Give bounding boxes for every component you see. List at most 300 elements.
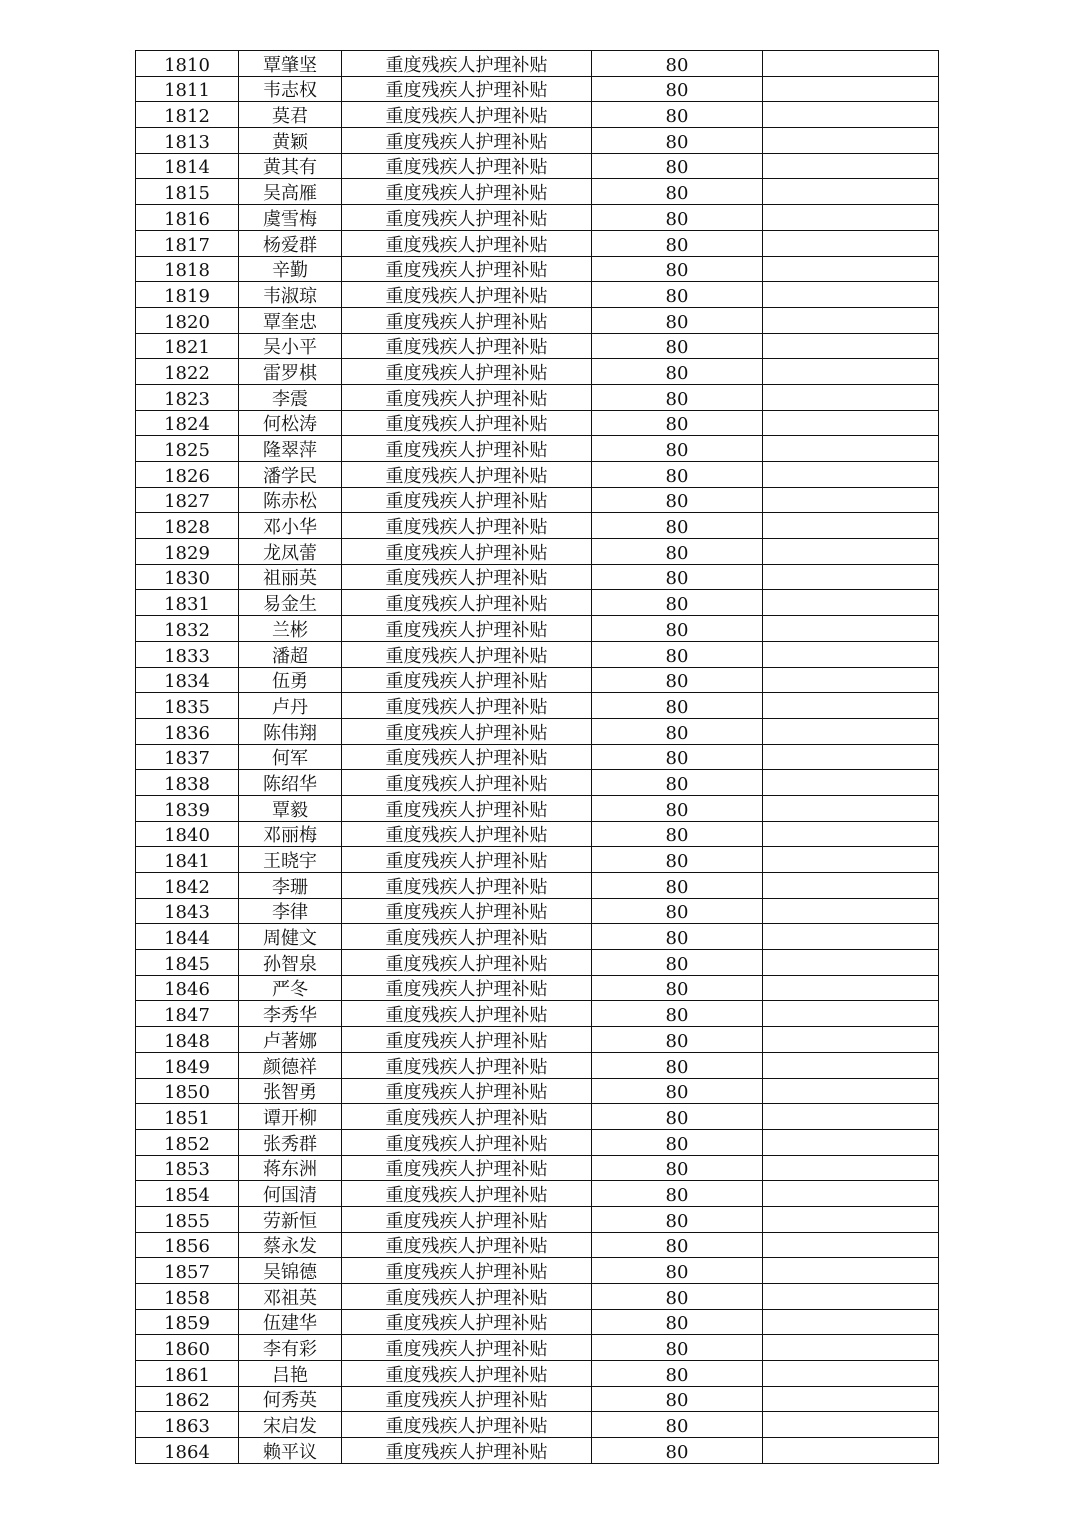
row-number-cell: 1846 [136,975,239,1001]
note-cell [763,51,939,77]
note-cell [763,898,939,924]
subsidy-item-cell: 重度残疾人护理补贴 [342,513,592,539]
table-row [136,1284,939,1310]
table-row [136,307,939,333]
table-row [136,1001,939,1027]
amount-cell: 80 [592,1309,763,1335]
table-row [136,1412,939,1438]
table-row [136,539,939,565]
note-cell [763,975,939,1001]
row-number-cell: 1830 [136,564,239,590]
amount-cell: 80 [592,821,763,847]
table-row [136,1361,939,1387]
table-row [136,230,939,256]
amount-cell: 80 [592,1181,763,1207]
amount-cell: 80 [592,359,763,385]
table-row [136,590,939,616]
amount-cell: 80 [592,1052,763,1078]
note-cell [763,1001,939,1027]
note-cell [763,1438,939,1464]
amount-cell: 80 [592,1232,763,1258]
note-cell [763,1412,939,1438]
amount-cell: 80 [592,1284,763,1310]
subsidy-item-cell: 重度残疾人护理补贴 [342,359,592,385]
row-number-cell: 1861 [136,1361,239,1387]
note-cell [763,256,939,282]
table-row [136,205,939,231]
note-cell [763,667,939,693]
name-cell: 邓祖英 [239,1284,342,1310]
note-cell [763,1258,939,1284]
amount-cell: 80 [592,924,763,950]
name-cell: 雷罗棋 [239,359,342,385]
note-cell [763,1206,939,1232]
name-cell: 吕艳 [239,1361,342,1387]
subsidy-item-cell: 重度残疾人护理补贴 [342,436,592,462]
row-number-cell: 1814 [136,153,239,179]
note-cell [763,333,939,359]
note-cell [763,1129,939,1155]
row-number-cell: 1852 [136,1129,239,1155]
row-number-cell: 1851 [136,1104,239,1130]
name-cell: 何国清 [239,1181,342,1207]
amount-cell: 80 [592,616,763,642]
subsidy-item-cell: 重度残疾人护理补贴 [342,898,592,924]
subsidy-item-cell: 重度残疾人护理补贴 [342,256,592,282]
table-row [136,924,939,950]
table-row [136,795,939,821]
amount-cell: 80 [592,1206,763,1232]
subsidy-item-cell: 重度残疾人护理补贴 [342,1309,592,1335]
subsidy-item-cell: 重度残疾人护理补贴 [342,1078,592,1104]
note-cell [763,1361,939,1387]
table-row [136,513,939,539]
name-cell: 宋启发 [239,1412,342,1438]
subsidy-item-cell: 重度残疾人护理补贴 [342,693,592,719]
amount-cell: 80 [592,1104,763,1130]
row-number-cell: 1813 [136,128,239,154]
amount-cell: 80 [592,153,763,179]
table-row [136,384,939,410]
subsidy-item-cell: 重度残疾人护理补贴 [342,307,592,333]
name-cell: 李秀华 [239,1001,342,1027]
note-cell [763,821,939,847]
name-cell: 虞雪梅 [239,205,342,231]
subsidy-item-cell: 重度残疾人护理补贴 [342,590,592,616]
table-row [136,1309,939,1335]
amount-cell: 80 [592,744,763,770]
amount-cell: 80 [592,1386,763,1412]
row-number-cell: 1837 [136,744,239,770]
note-cell [763,744,939,770]
note-cell [763,950,939,976]
table-row [136,1155,939,1181]
amount-cell: 80 [592,1027,763,1053]
subsidy-item-cell: 重度残疾人护理补贴 [342,1104,592,1130]
amount-cell: 80 [592,1129,763,1155]
table-row [136,564,939,590]
table-row [136,256,939,282]
name-cell: 杨爱群 [239,230,342,256]
row-number-cell: 1820 [136,307,239,333]
row-number-cell: 1834 [136,667,239,693]
note-cell [763,770,939,796]
amount-cell: 80 [592,462,763,488]
name-cell: 卢著娜 [239,1027,342,1053]
subsidy-item-cell: 重度残疾人护理补贴 [342,975,592,1001]
table-row [136,1335,939,1361]
name-cell: 隆翠萍 [239,436,342,462]
name-cell: 陈伟翔 [239,718,342,744]
subsidy-item-cell: 重度残疾人护理补贴 [342,230,592,256]
name-cell: 覃肇坚 [239,51,342,77]
name-cell: 何秀英 [239,1386,342,1412]
table-row [136,333,939,359]
note-cell [763,153,939,179]
amount-cell: 80 [592,1258,763,1284]
name-cell: 黄颖 [239,128,342,154]
name-cell: 邓小华 [239,513,342,539]
row-number-cell: 1850 [136,1078,239,1104]
note-cell [763,1104,939,1130]
name-cell: 龙凤蕾 [239,539,342,565]
subsidy-item-cell: 重度残疾人护理补贴 [342,205,592,231]
table-row [136,153,939,179]
subsidy-item-cell: 重度残疾人护理补贴 [342,1155,592,1181]
table-row [136,1438,939,1464]
row-number-cell: 1817 [136,230,239,256]
table-row [136,1206,939,1232]
name-cell: 卢丹 [239,693,342,719]
name-cell: 兰彬 [239,616,342,642]
table-row [136,1181,939,1207]
table-row [136,179,939,205]
subsidy-item-cell: 重度残疾人护理补贴 [342,1001,592,1027]
name-cell: 严冬 [239,975,342,1001]
row-number-cell: 1822 [136,359,239,385]
note-cell [763,924,939,950]
note-cell [763,847,939,873]
amount-cell: 80 [592,590,763,616]
row-number-cell: 1824 [136,410,239,436]
name-cell: 韦志权 [239,76,342,102]
subsidy-sheet [135,50,939,1464]
amount-cell: 80 [592,513,763,539]
name-cell: 伍建华 [239,1309,342,1335]
note-cell [763,1284,939,1310]
name-cell: 覃奎忠 [239,307,342,333]
note-cell [763,1386,939,1412]
amount-cell: 80 [592,1001,763,1027]
amount-cell: 80 [592,564,763,590]
amount-cell: 80 [592,693,763,719]
note-cell [763,1027,939,1053]
table-row [136,436,939,462]
amount-cell: 80 [592,1412,763,1438]
table-row [136,487,939,513]
table-row [136,770,939,796]
row-number-cell: 1841 [136,847,239,873]
row-number-cell: 1838 [136,770,239,796]
subsidy-item-cell: 重度残疾人护理补贴 [342,128,592,154]
table-row [136,410,939,436]
table-row [136,1386,939,1412]
subsidy-item-cell: 重度残疾人护理补贴 [342,539,592,565]
row-number-cell: 1811 [136,76,239,102]
table-row [136,102,939,128]
amount-cell: 80 [592,1361,763,1387]
row-number-cell: 1854 [136,1181,239,1207]
table-row [136,744,939,770]
amount-cell: 80 [592,307,763,333]
name-cell: 蔡永发 [239,1232,342,1258]
amount-cell: 80 [592,975,763,1001]
row-number-cell: 1829 [136,539,239,565]
subsidy-item-cell: 重度残疾人护理补贴 [342,1335,592,1361]
row-number-cell: 1810 [136,51,239,77]
amount-cell: 80 [592,795,763,821]
table-row [136,1258,939,1284]
subsidy-item-cell: 重度残疾人护理补贴 [342,641,592,667]
note-cell [763,76,939,102]
name-cell: 吴锦德 [239,1258,342,1284]
note-cell [763,179,939,205]
row-number-cell: 1816 [136,205,239,231]
table-row [136,51,939,77]
row-number-cell: 1862 [136,1386,239,1412]
row-number-cell: 1863 [136,1412,239,1438]
name-cell: 韦淑琼 [239,282,342,308]
name-cell: 劳新恒 [239,1206,342,1232]
row-number-cell: 1825 [136,436,239,462]
amount-cell: 80 [592,436,763,462]
note-cell [763,539,939,565]
table-row [136,282,939,308]
row-number-cell: 1859 [136,1309,239,1335]
row-number-cell: 1842 [136,873,239,899]
subsidy-item-cell: 重度残疾人护理补贴 [342,1027,592,1053]
row-number-cell: 1857 [136,1258,239,1284]
subsidy-item-cell: 重度残疾人护理补贴 [342,1284,592,1310]
name-cell: 吴小平 [239,333,342,359]
table-row [136,128,939,154]
name-cell: 李珊 [239,873,342,899]
row-number-cell: 1856 [136,1232,239,1258]
subsidy-item-cell: 重度残疾人护理补贴 [342,487,592,513]
name-cell: 李律 [239,898,342,924]
subsidy-item-cell: 重度残疾人护理补贴 [342,153,592,179]
subsidy-item-cell: 重度残疾人护理补贴 [342,770,592,796]
row-number-cell: 1858 [136,1284,239,1310]
name-cell: 祖丽英 [239,564,342,590]
table-row [136,898,939,924]
table-row [136,76,939,102]
subsidy-item-cell: 重度残疾人护理补贴 [342,564,592,590]
note-cell [763,462,939,488]
amount-cell: 80 [592,256,763,282]
row-number-cell: 1812 [136,102,239,128]
table-row [136,616,939,642]
row-number-cell: 1832 [136,616,239,642]
name-cell: 潘学民 [239,462,342,488]
subsidy-item-cell: 重度残疾人护理补贴 [342,76,592,102]
name-cell: 何军 [239,744,342,770]
row-number-cell: 1815 [136,179,239,205]
name-cell: 颜德祥 [239,1052,342,1078]
row-number-cell: 1839 [136,795,239,821]
subsidy-item-cell: 重度残疾人护理补贴 [342,1181,592,1207]
row-number-cell: 1847 [136,1001,239,1027]
table-row [136,1052,939,1078]
subsidy-item-cell: 重度残疾人护理补贴 [342,1232,592,1258]
note-cell [763,641,939,667]
amount-cell: 80 [592,1335,763,1361]
name-cell: 谭开柳 [239,1104,342,1130]
amount-cell: 80 [592,179,763,205]
amount-cell: 80 [592,205,763,231]
note-cell [763,487,939,513]
subsidy-item-cell: 重度残疾人护理补贴 [342,821,592,847]
note-cell [763,590,939,616]
amount-cell: 80 [592,770,763,796]
amount-cell: 80 [592,718,763,744]
name-cell: 伍勇 [239,667,342,693]
amount-cell: 80 [592,1078,763,1104]
subsidy-item-cell: 重度残疾人护理补贴 [342,667,592,693]
name-cell: 易金生 [239,590,342,616]
amount-cell: 80 [592,950,763,976]
subsidy-item-cell: 重度残疾人护理补贴 [342,1412,592,1438]
note-cell [763,513,939,539]
name-cell: 黄其有 [239,153,342,179]
subsidy-item-cell: 重度残疾人护理补贴 [342,179,592,205]
subsidy-item-cell: 重度残疾人护理补贴 [342,384,592,410]
note-cell [763,1232,939,1258]
subsidy-item-cell: 重度残疾人护理补贴 [342,924,592,950]
row-number-cell: 1864 [136,1438,239,1464]
note-cell [763,1052,939,1078]
subsidy-item-cell: 重度残疾人护理补贴 [342,1052,592,1078]
table-row [136,667,939,693]
name-cell: 李有彩 [239,1335,342,1361]
table-row [136,693,939,719]
amount-cell: 80 [592,333,763,359]
amount-cell: 80 [592,641,763,667]
row-number-cell: 1853 [136,1155,239,1181]
subsidy-item-cell: 重度残疾人护理补贴 [342,1129,592,1155]
subsidy-item-cell: 重度残疾人护理补贴 [342,410,592,436]
amount-cell: 80 [592,873,763,899]
amount-cell: 80 [592,667,763,693]
note-cell [763,718,939,744]
note-cell [763,230,939,256]
subsidy-item-cell: 重度残疾人护理补贴 [342,282,592,308]
name-cell: 莫君 [239,102,342,128]
row-number-cell: 1844 [136,924,239,950]
subsidy-item-cell: 重度残疾人护理补贴 [342,1438,592,1464]
row-number-cell: 1819 [136,282,239,308]
note-cell [763,359,939,385]
amount-cell: 80 [592,384,763,410]
subsidy-item-cell: 重度残疾人护理补贴 [342,616,592,642]
row-number-cell: 1828 [136,513,239,539]
row-number-cell: 1827 [136,487,239,513]
note-cell [763,616,939,642]
note-cell [763,102,939,128]
subsidy-item-cell: 重度残疾人护理补贴 [342,795,592,821]
row-number-cell: 1831 [136,590,239,616]
row-number-cell: 1855 [136,1206,239,1232]
note-cell [763,128,939,154]
amount-cell: 80 [592,282,763,308]
amount-cell: 80 [592,410,763,436]
amount-cell: 80 [592,128,763,154]
note-cell [763,1181,939,1207]
amount-cell: 80 [592,1438,763,1464]
amount-cell: 80 [592,539,763,565]
table-row [136,359,939,385]
row-number-cell: 1833 [136,641,239,667]
amount-cell: 80 [592,1155,763,1181]
row-number-cell: 1840 [136,821,239,847]
note-cell [763,795,939,821]
name-cell: 王晓宇 [239,847,342,873]
amount-cell: 80 [592,230,763,256]
name-cell: 赖平议 [239,1438,342,1464]
row-number-cell: 1849 [136,1052,239,1078]
table-row [136,462,939,488]
note-cell [763,1335,939,1361]
note-cell [763,1078,939,1104]
note-cell [763,205,939,231]
name-cell: 吴高雁 [239,179,342,205]
amount-cell: 80 [592,487,763,513]
note-cell [763,307,939,333]
name-cell: 蒋东洲 [239,1155,342,1181]
name-cell: 孙智泉 [239,950,342,976]
note-cell [763,436,939,462]
amount-cell: 80 [592,51,763,77]
name-cell: 潘超 [239,641,342,667]
table-body [136,51,939,1464]
subsidy-item-cell: 重度残疾人护理补贴 [342,1206,592,1232]
note-cell [763,1155,939,1181]
row-number-cell: 1835 [136,693,239,719]
subsidy-item-cell: 重度残疾人护理补贴 [342,1386,592,1412]
note-cell [763,873,939,899]
note-cell [763,410,939,436]
amount-cell: 80 [592,847,763,873]
row-number-cell: 1845 [136,950,239,976]
subsidy-item-cell: 重度残疾人护理补贴 [342,1361,592,1387]
subsidy-item-cell: 重度残疾人护理补贴 [342,847,592,873]
row-number-cell: 1823 [136,384,239,410]
name-cell: 覃毅 [239,795,342,821]
name-cell: 陈赤松 [239,487,342,513]
row-number-cell: 1843 [136,898,239,924]
note-cell [763,384,939,410]
note-cell [763,282,939,308]
subsidy-item-cell: 重度残疾人护理补贴 [342,744,592,770]
subsidy-item-cell: 重度残疾人护理补贴 [342,102,592,128]
name-cell: 何松涛 [239,410,342,436]
name-cell: 辛勤 [239,256,342,282]
subsidy-item-cell: 重度残疾人护理补贴 [342,51,592,77]
table-row [136,1078,939,1104]
table-row [136,975,939,1001]
subsidy-item-cell: 重度残疾人护理补贴 [342,333,592,359]
name-cell: 周健文 [239,924,342,950]
